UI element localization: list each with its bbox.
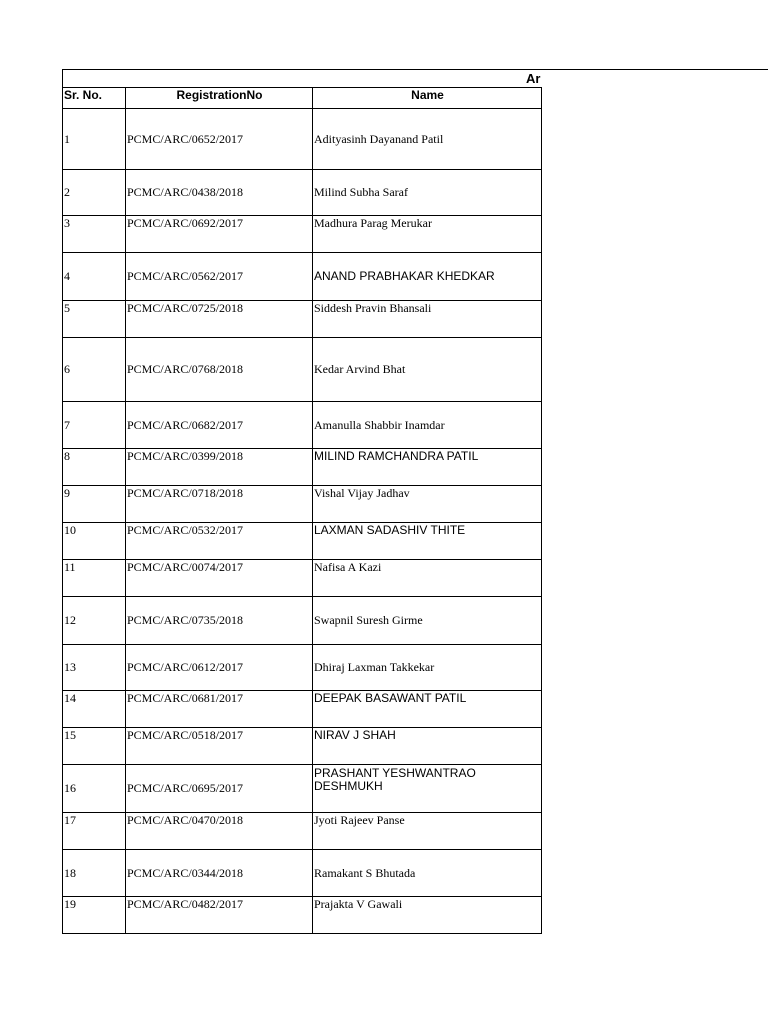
sr-no-cell: 17 <box>63 813 126 850</box>
sr-no-cell: 11 <box>63 560 126 597</box>
sr-no-cell: 18 <box>63 850 126 897</box>
table-row <box>63 728 542 765</box>
registration-table <box>62 87 542 934</box>
table-row <box>63 486 542 523</box>
name-cell: Siddesh Pravin Bhansali <box>313 301 542 338</box>
name-cell: NIRAV J SHAH <box>313 728 542 765</box>
sr-no-cell: 10 <box>63 523 126 560</box>
registration-no-cell: PCMC/ARC/0470/2018 <box>126 813 313 850</box>
registration-no-cell: PCMC/ARC/0074/2017 <box>126 560 313 597</box>
registration-no-cell: PCMC/ARC/0725/2018 <box>126 301 313 338</box>
table-row <box>63 402 542 449</box>
name-cell: LAXMAN SADASHIV THITE <box>313 523 542 560</box>
registration-no-cell: PCMC/ARC/0482/2017 <box>126 897 313 934</box>
name-cell: Madhura Parag Merukar <box>313 216 542 253</box>
registration-no-cell: PCMC/ARC/0682/2017 <box>126 402 313 449</box>
sr-no-cell: 5 <box>63 301 126 338</box>
registration-no-cell: PCMC/ARC/0695/2017 <box>126 765 313 813</box>
title-row <box>62 69 768 87</box>
table-row <box>63 301 542 338</box>
table-row <box>63 765 542 813</box>
table-row <box>63 897 542 934</box>
sr-no-cell: 3 <box>63 216 126 253</box>
sr-no-cell: 13 <box>63 645 126 691</box>
registration-no-cell: PCMC/ARC/0735/2018 <box>126 597 313 645</box>
name-cell: PRASHANT YESHWANTRAO DESHMUKH <box>313 765 542 813</box>
name-cell: Kedar Arvind Bhat <box>313 338 542 402</box>
sr-no-cell: 7 <box>63 402 126 449</box>
name-cell: DEEPAK BASAWANT PATIL <box>313 691 542 728</box>
table-row <box>63 691 542 728</box>
sr-no-cell: 1 <box>63 109 126 170</box>
name-cell: Milind Subha Saraf <box>313 170 542 216</box>
table-row <box>63 523 542 560</box>
registration-no-cell: PCMC/ARC/0681/2017 <box>126 691 313 728</box>
table-row <box>63 850 542 897</box>
registration-no-cell: PCMC/ARC/0518/2017 <box>126 728 313 765</box>
registration-no-cell: PCMC/ARC/0399/2018 <box>126 449 313 486</box>
table-row <box>63 560 542 597</box>
registration-no-cell: PCMC/ARC/0768/2018 <box>126 338 313 402</box>
header-registration-no: RegistrationNo <box>126 88 313 109</box>
sr-no-cell: 2 <box>63 170 126 216</box>
sr-no-cell: 4 <box>63 253 126 301</box>
registration-no-cell: PCMC/ARC/0562/2017 <box>126 253 313 301</box>
sr-no-cell: 9 <box>63 486 126 523</box>
registration-no-cell: PCMC/ARC/0692/2017 <box>126 216 313 253</box>
table-row <box>63 813 542 850</box>
sr-no-cell: 6 <box>63 338 126 402</box>
name-cell: Jyoti Rajeev Panse <box>313 813 542 850</box>
table-row <box>63 449 542 486</box>
header-row <box>63 88 542 109</box>
registration-no-cell: PCMC/ARC/0532/2017 <box>126 523 313 560</box>
sr-no-cell: 12 <box>63 597 126 645</box>
name-cell: MILIND RAMCHANDRA PATIL <box>313 449 542 486</box>
sheet-title: Ar <box>526 71 541 86</box>
name-cell: Nafisa A Kazi <box>313 560 542 597</box>
sr-no-cell: 19 <box>63 897 126 934</box>
table-row <box>63 338 542 402</box>
sr-no-cell: 15 <box>63 728 126 765</box>
sr-no-cell: 16 <box>63 765 126 813</box>
sr-no-cell: 14 <box>63 691 126 728</box>
name-cell: Vishal Vijay Jadhav <box>313 486 542 523</box>
name-cell: ANAND PRABHAKAR KHEDKAR <box>313 253 542 301</box>
name-cell: Swapnil Suresh Girme <box>313 597 542 645</box>
header-sr-no: Sr. No. <box>63 88 126 109</box>
table-row <box>63 253 542 301</box>
table-row <box>63 645 542 691</box>
name-cell: Dhiraj Laxman Takkekar <box>313 645 542 691</box>
table-row <box>63 216 542 253</box>
name-cell: Ramakant S Bhutada <box>313 850 542 897</box>
name-cell: Prajakta V Gawali <box>313 897 542 934</box>
name-cell: Adityasinh Dayanand Patil <box>313 109 542 170</box>
spreadsheet-page <box>62 69 768 935</box>
table-row <box>63 109 542 170</box>
table-row <box>63 170 542 216</box>
table-row <box>63 597 542 645</box>
registration-no-cell: PCMC/ARC/0652/2017 <box>126 109 313 170</box>
registration-no-cell: PCMC/ARC/0344/2018 <box>126 850 313 897</box>
header-name: Name <box>313 88 542 109</box>
sr-no-cell: 8 <box>63 449 126 486</box>
registration-no-cell: PCMC/ARC/0718/2018 <box>126 486 313 523</box>
name-cell: Amanulla Shabbir Inamdar <box>313 402 542 449</box>
registration-no-cell: PCMC/ARC/0612/2017 <box>126 645 313 691</box>
registration-no-cell: PCMC/ARC/0438/2018 <box>126 170 313 216</box>
